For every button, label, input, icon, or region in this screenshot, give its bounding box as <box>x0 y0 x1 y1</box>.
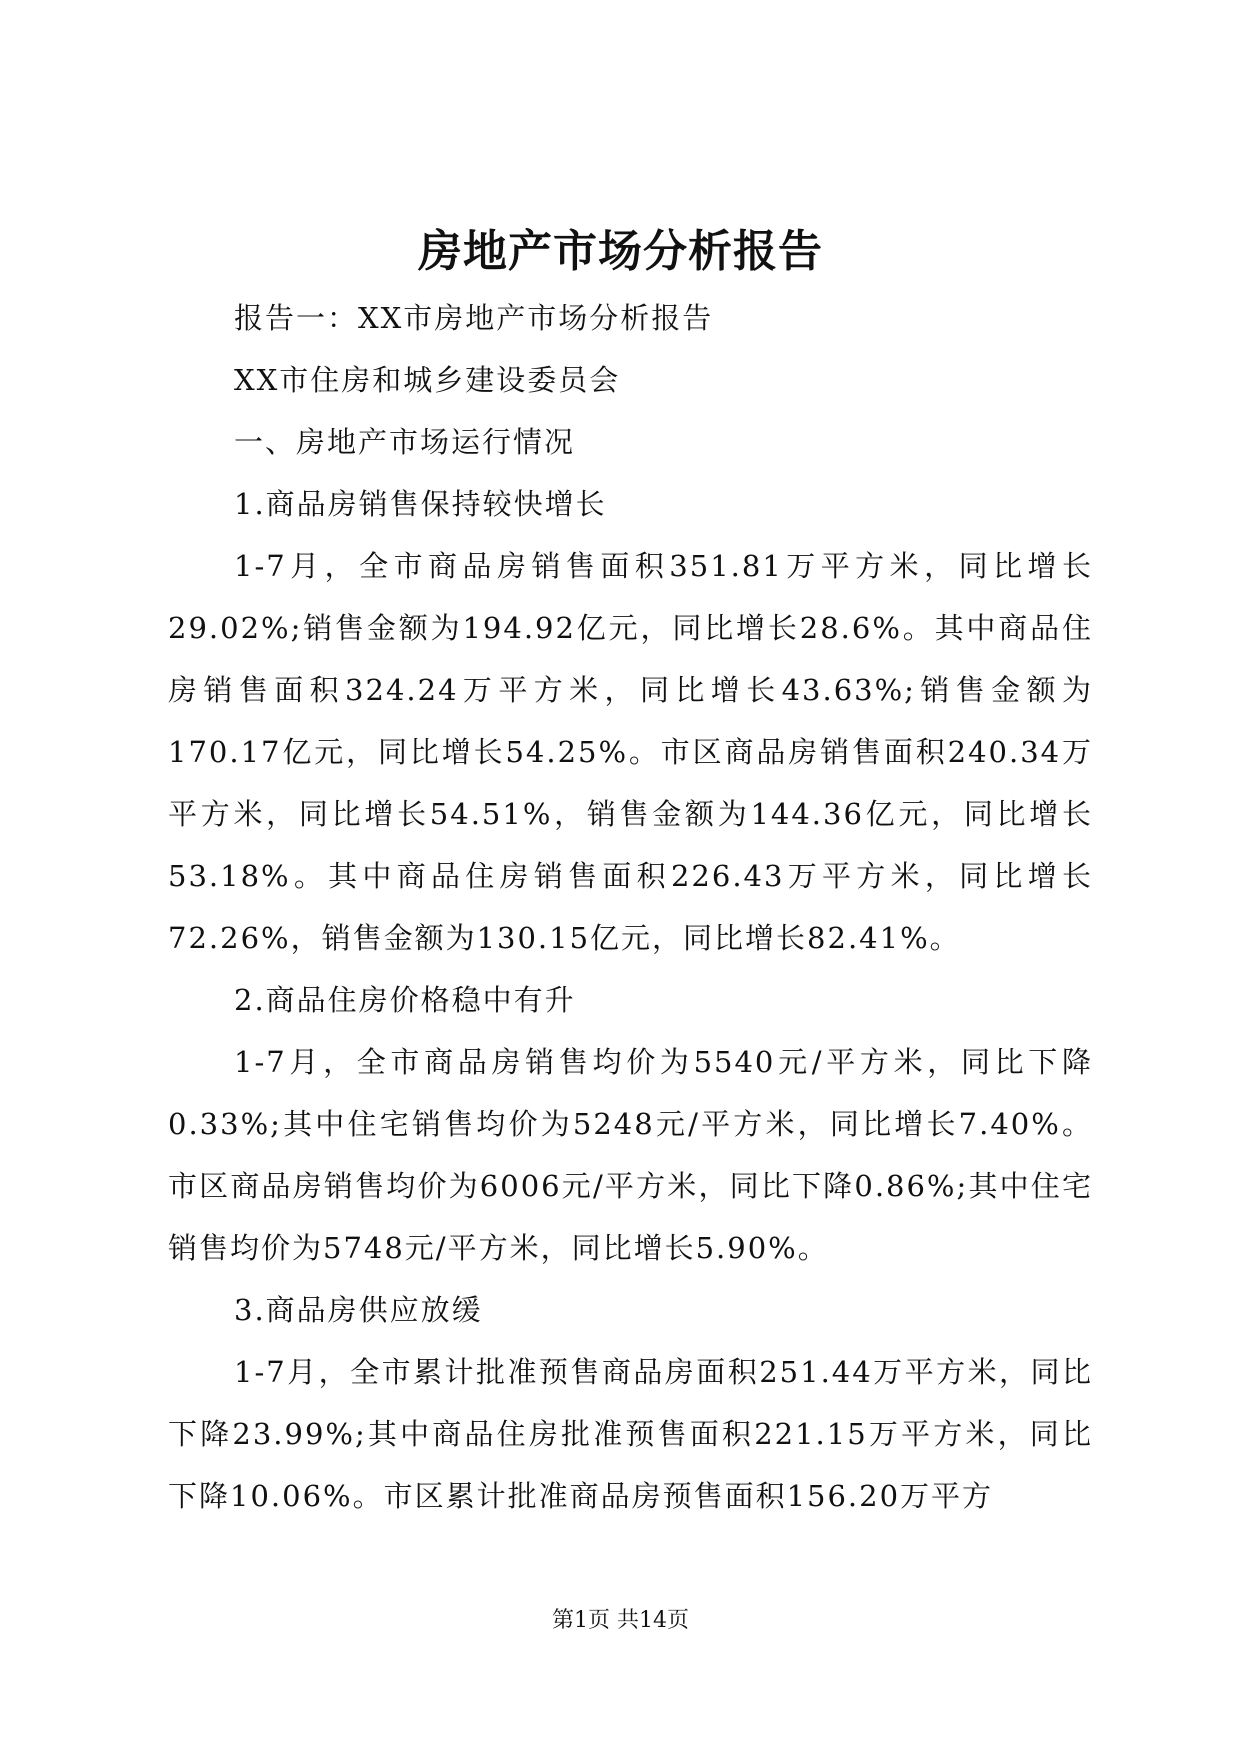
report-subtitle: 报告一：XX市房地产市场分析报告 <box>234 301 714 335</box>
issuing-organization: XX市住房和城乡建设委员会 <box>234 363 621 397</box>
body-paragraph: 1-7月，全市商品房销售均价为5540元/平方米，同比下降0.33%;其中住宅销售均价为5248元/平方米，同比增长7.40%。市区商品房销售均价为6006元/平方米，同比下降0.86%;其中住宅销售均价为5748元/平方米，同比增长5.90%。 <box>168 1045 1093 1265</box>
page-footer: 第1页 共14页 <box>552 1608 689 1633</box>
body-paragraph: 1-7月，全市累计批准预售商品房面积251.44万平方米，同比下降23.99%;其中商品住房批准预售面积221.15万平方米，同比下降10.06%。市区累计批准商品房预售面积156.20万平方 <box>168 1355 1093 1513</box>
subsection-heading: 3.商品房供应放缓 <box>234 1293 483 1327</box>
page-title: 房地产市场分析报告 <box>418 226 823 277</box>
subsection-heading: 2.商品住房价格稳中有升 <box>234 983 576 1017</box>
body-paragraph: 1-7月，全市商品房销售面积351.81万平方米，同比增长29.02%;销售金额为194.92亿元，同比增长28.6%。其中商品住房销售面积324.24万平方米，同比增长43.63%;销售金额为170.17亿元，同比增长54.25%。市区商品房销售面积240.34万平方米，同比增长54.51%，销售金额为144.36亿元，同比增长53.18%。其中商品住房销售面积226.43万平方米，同比增长72.26%，销售金额为130.15亿元，同比增长82.41%。 <box>168 549 1093 955</box>
subsection-heading: 1.商品房销售保持较快增长 <box>234 487 607 521</box>
section-heading: 一、房地产市场运行情况 <box>234 425 576 459</box>
document-body <box>168 287 1093 1527</box>
